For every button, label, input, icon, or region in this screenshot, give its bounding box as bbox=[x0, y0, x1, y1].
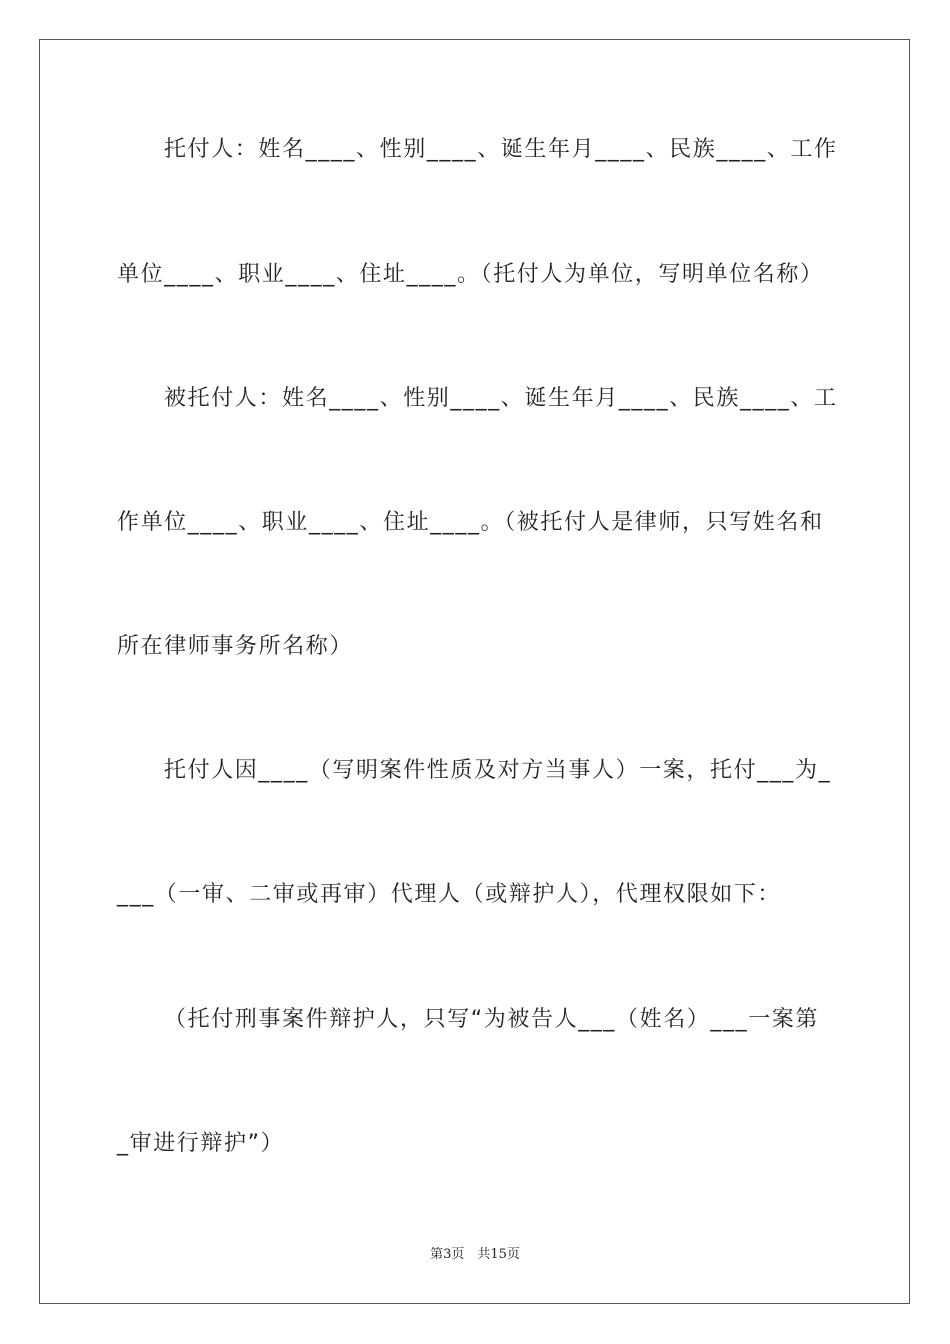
paragraph-line-criminal: （托付刑事案件辩护人，只写“为被告人___（姓名）___一案第 bbox=[164, 1007, 819, 1032]
page-number-footer: 第3页 共15页 bbox=[430, 1247, 520, 1262]
paragraph-line-agent-cont-2: 所在律师事务所名称） bbox=[117, 634, 354, 659]
paragraph-line-case: 托付人因____（写明案件性质及对方当事人）一案，托付___为_ bbox=[164, 758, 832, 783]
paragraph-line-principal-cont: 单位____、职业____、住址____。（托付人为单位，写明单位名称） bbox=[117, 262, 824, 287]
page-border bbox=[39, 39, 910, 1304]
paragraph-line-agent-cont: 作单位____、职业____、住址____。（被托付人是律师，只写姓名和 bbox=[117, 510, 824, 535]
paragraph-line-case-cont: ___（一审、二审或再审）代理人（或辩护人），代理权限如下： bbox=[117, 882, 782, 907]
paragraph-line-criminal-cont: _审进行辩护”） bbox=[117, 1131, 285, 1156]
paragraph-line-principal: 托付人：姓名____、性别____、诞生年月____、民族____、工作 bbox=[164, 137, 838, 162]
paragraph-line-agent: 被托付人：姓名____、性别____、诞生年月____、民族____、工 bbox=[164, 386, 838, 411]
